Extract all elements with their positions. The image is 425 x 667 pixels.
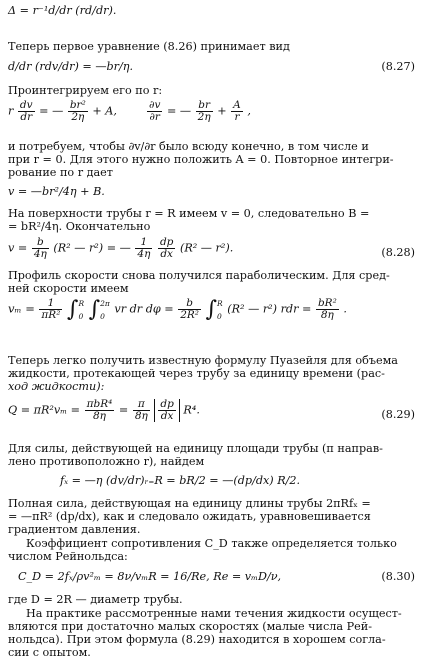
equation-number: (8.27) [381,60,415,73]
denominator: πR² [41,309,61,321]
drag-coefficient-equation: C_D = 2fₓ/ρv²ₘ = 8ν/vₘR = 16/Re, Re = vₘD/ν, [18,570,282,583]
denominator: 2η [197,111,211,123]
text-line: и потребуем, чтобы ∂v/∂r было всюду конечно, в том числе и [8,140,369,153]
equation-8-28 [8,237,233,260]
denominator: 8η [316,309,339,321]
denominator: 4η [137,248,151,260]
text-line: Полная сила, действующая на единицу длины трубы 2πRfₓ = [8,497,371,510]
denominator: 8η [85,410,115,422]
text-line: нольдса). При этом формула (8.29) находится в хорошем согла- [8,633,386,646]
eq-part: (R² — r²) = — [53,241,131,255]
numerator: πbR⁴ [86,398,113,410]
eq-part: (R² — r²). [179,241,234,255]
numerator: A [233,99,241,111]
denominator: ∂r [147,111,162,123]
eq-part: vₘ = [8,301,35,316]
text-line: лено противоположно r), найдем [8,455,205,468]
integral-sign: ∫ [88,296,101,322]
eq-part: = [118,403,129,417]
eq-part: (R² — r²) rdr = [227,302,312,316]
denominator: 2R² [180,309,199,321]
text-line: Проинтегрируем его по r: [8,84,163,97]
text-line: = bR²/4η. Окончательно [8,220,151,233]
numerator: ∂v [149,99,161,111]
eq-part: + A, [92,104,117,118]
text-line: ход жидкости): [8,380,105,393]
eq-part: = — [39,104,64,118]
eq-part: r [8,104,14,118]
denominator: dx [158,410,175,422]
numerator: dv [19,99,33,111]
text-line: рование по r дает [8,166,113,179]
text-line: Коэффициент сопротивления C_D также определяется только [26,537,397,550]
text-line: где D = 2R — диаметр трубы. [8,593,183,606]
fraction [133,399,150,422]
fraction [135,237,152,260]
integral-sign: ∫ [205,296,218,322]
fraction [32,237,49,260]
mean-velocity-equation [8,298,347,321]
eq-part: R⁴. [183,403,200,417]
text-line: = —πR² (dp/dx), как и следовало ожидать, уравновешивается [8,510,371,523]
text-line: На поверхности трубы r = R имеем v = 0, следовательно B = [8,207,370,220]
fraction [18,100,35,123]
text-line: градиентом давления. [8,523,141,536]
integral-limits: R 0 [78,298,85,321]
fraction [231,100,243,123]
laplacian-definition: Δ = r⁻¹d/dr (rd/dr). [8,4,117,17]
denominator: dx [158,248,175,260]
fraction [316,298,339,321]
equation-8-27: d/dr (rdv/dr) = —br/η. [8,60,134,73]
integral-limits: R 0 [217,298,223,321]
fraction [39,298,62,321]
denominator: 4η [33,248,47,260]
text-line: На практике рассмотренные нами течения жидкости осущест- [26,607,402,620]
text-line: при r = 0. Для этого нужно положить A = 0. Повторное интегри- [8,153,394,166]
text-line: сии с опытом. [8,646,91,659]
eq-part: + [217,104,227,118]
numerator: br [198,99,211,111]
fraction [158,399,175,422]
numerator: π [137,398,145,410]
denominator: dr [18,111,35,123]
numerator: br² [69,99,86,111]
eq-part: Q = πR²vₘ = [8,403,81,417]
text-line: Для силы, действующей на единицу площади трубы (п направ- [8,442,383,455]
integral-limits: 2π 0 [100,298,110,321]
absolute-value [154,399,179,422]
eq-part: . [343,302,347,316]
text-line: Теперь первое уравнение (8.26) принимает вид [8,40,290,53]
text-line: Профиль скорости снова получился параболическим. Для сред- [8,269,390,282]
numerator: dp [159,236,174,248]
numerator: dp [160,398,174,410]
eq-part: vr dr dφ = [114,302,174,316]
numerator: bR² [317,297,337,309]
text-line: вляются при достаточно малых скоростях (малые числа Рей- [8,620,372,633]
eq-part: = — [166,104,192,118]
denominator: r [231,111,243,123]
fraction [178,298,201,321]
numerator: 1 [140,236,148,248]
wall-force-equation: fₓ = —η (dv/dr)ᵣ₌R = bR/2 = —(dp/dx) R/2. [60,474,301,487]
fraction [85,399,115,422]
denominator: 2η [68,111,88,123]
numerator: b [36,236,44,248]
equation-v: v = —br²/4η + B. [8,185,105,198]
equation-number: (8.30) [381,570,415,583]
numerator: b [186,297,193,309]
integrated-equation [8,100,251,123]
denominator: 8η [134,410,148,422]
integral-sign: ∫ [67,296,79,322]
equation-number: (8.28) [381,246,415,259]
eq-part: , [247,104,251,118]
fraction [147,100,162,123]
numerator: 1 [47,297,55,309]
equation-number: (8.29) [381,408,415,421]
fraction [158,237,175,260]
text-line: жидкости, протекающей через трубу за единицу времени (рас- [8,367,385,380]
eq-part: v = [8,241,28,255]
text-line: ней скорости имеем [8,282,129,295]
text-line: числом Рейнольдса: [8,550,128,563]
fraction [196,100,213,123]
poiseuille-formula [8,399,200,422]
text-line: Теперь легко получить известную формулу Пуазейля для объема [8,354,398,367]
fraction [68,100,88,123]
